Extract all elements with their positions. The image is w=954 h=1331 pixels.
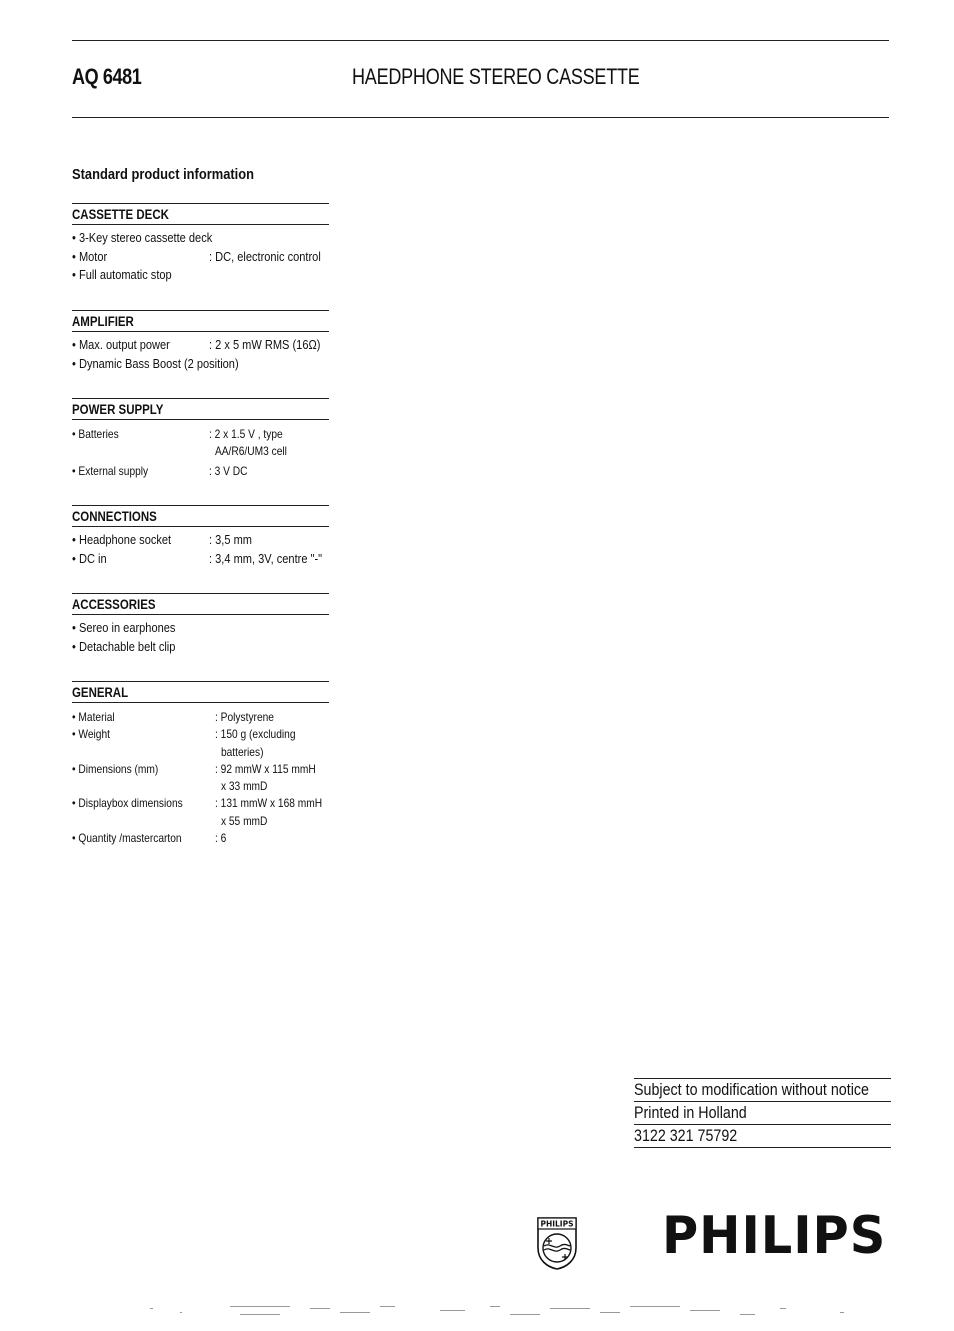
spec-item: • Detachable belt clip xyxy=(72,638,176,654)
spec-item: • Dynamic Bass Boost (2 position) xyxy=(72,355,239,371)
section-title: GENERAL xyxy=(72,681,329,703)
spec-item: • External supply : 3 V DC xyxy=(72,464,248,478)
section-amplifier xyxy=(72,310,329,373)
section-accessories xyxy=(72,593,329,656)
header-bottom-rule xyxy=(72,117,889,118)
section-intro-heading: Standard product information xyxy=(72,166,255,183)
footer-printed: Printed in Holland xyxy=(634,1102,891,1125)
section-title: AMPLIFIER xyxy=(72,310,329,332)
spec-item: • DC in : 3,4 mm, 3V, centre "-" xyxy=(72,550,323,566)
footer-notice: Subject to modification without notice xyxy=(634,1079,891,1102)
header-top-rule xyxy=(72,40,889,41)
shield-label: PHILIPS xyxy=(540,1219,574,1229)
section-general xyxy=(72,681,329,847)
spec-item: • Quantity /mastercarton : 6 xyxy=(72,830,227,845)
product-title: HAEDPHONE STEREO CASSETTE xyxy=(352,64,640,89)
section-connections xyxy=(72,505,329,568)
spec-item: • Max. output power : 2 x 5 mW RMS (16Ω) xyxy=(72,337,321,352)
section-cassette-deck xyxy=(72,203,329,285)
section-title: CONNECTIONS xyxy=(72,505,329,527)
spec-item: • Material : Polystyrene xyxy=(72,710,274,724)
section-title: CASSETTE DECK xyxy=(72,203,329,225)
scan-noise-decoration xyxy=(140,1300,880,1330)
footer-code: 3122 321 75792 xyxy=(634,1125,891,1148)
spec-item: • Batteries : 2 x 1.5 V , type AA/R6/UM3 cell xyxy=(72,427,287,459)
spec-item: • 3-Key stereo cassette deck xyxy=(72,230,213,245)
section-title: ACCESSORIES xyxy=(72,593,329,615)
spec-item: • Weight : 150 g (excluding batteries) xyxy=(72,727,296,759)
spec-item: • Displaybox dimensions : 131 mmW x 168 mmH x 55 mmD xyxy=(72,796,323,828)
footer-notes xyxy=(634,1078,891,1148)
philips-shield-icon xyxy=(536,1216,578,1270)
section-title: POWER SUPPLY xyxy=(72,398,329,420)
spec-item: • Dimensions (mm) : 92 mmW x 115 mmH x 33 mmD xyxy=(72,761,316,794)
spec-item: • Sereo in earphones xyxy=(72,620,176,635)
model-number: AQ 6481 xyxy=(72,64,142,89)
spec-item: • Motor : DC, electronic control xyxy=(72,248,321,264)
spec-item: • Full automatic stop xyxy=(72,267,172,283)
spec-item: • Headphone socket : 3,5 mm xyxy=(72,532,252,547)
section-power-supply xyxy=(72,398,329,480)
brand-logo: PHILIPS xyxy=(662,1206,887,1266)
